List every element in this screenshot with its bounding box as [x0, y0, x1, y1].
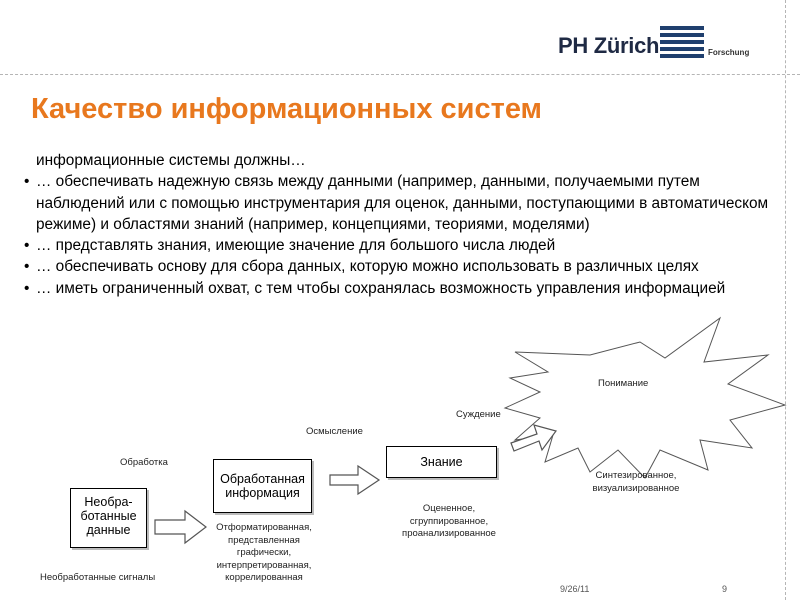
caption-understanding: Синтезированное, визуализированное [592, 470, 680, 494]
bullet-icon: • [24, 237, 30, 255]
slide-title: Качество информационных систем [31, 93, 543, 125]
caption-processed: Отформатированная, представленная графически, интерпретированная, коррелированная [216, 522, 312, 583]
caption-knowledge: Оцененное, сгруппированное, проанализированное [402, 503, 496, 539]
caption-raw-signals: Необработанные сигналы [40, 572, 156, 583]
footer-page-number: 9 [722, 584, 728, 594]
intro-text: информационные системы должны… [36, 152, 306, 169]
arrow-sensemaking [330, 466, 379, 494]
box-knowledge: Знание [386, 446, 497, 478]
label-sensemaking: Осмысление [306, 426, 363, 437]
bullet-icon: • [24, 279, 30, 297]
bullet-item: • … представлять знания, имеющие значение для большого числа людей [36, 235, 771, 256]
bullet-item: • … иметь ограниченный охват, с тем чтобы сохранялась возможность управления информацией [36, 278, 771, 299]
bullet-item: • … обеспечивать основу для сбора данных, которую можно использовать в различных целях [36, 256, 771, 277]
footer-date: 9/26/11 [560, 584, 590, 594]
logo-text: PH Zürich [558, 33, 660, 58]
arrow-processing [155, 511, 206, 543]
label-understanding: Понимание [598, 378, 649, 389]
bullet-icon: • [24, 173, 30, 191]
understanding-burst [505, 318, 785, 478]
bullet-icon: • [24, 258, 30, 276]
box-raw-data: Необра- ботанные данные [70, 488, 147, 548]
box-processed-info: Обработанная информация [213, 459, 312, 513]
bullet-item: • … обеспечивать надежную связь между данными (например, данными, получаемыми путем наблюдений или с помощью инструментария для оценок, данными, поступающими в автоматическом режиме) и областями знаний (например, концепциями, теориями, моделями) [24, 173, 769, 233]
label-judgement: Суждение [456, 409, 501, 420]
logo-subtitle: Forschung [708, 48, 750, 57]
label-processing: Обработка [120, 457, 168, 468]
